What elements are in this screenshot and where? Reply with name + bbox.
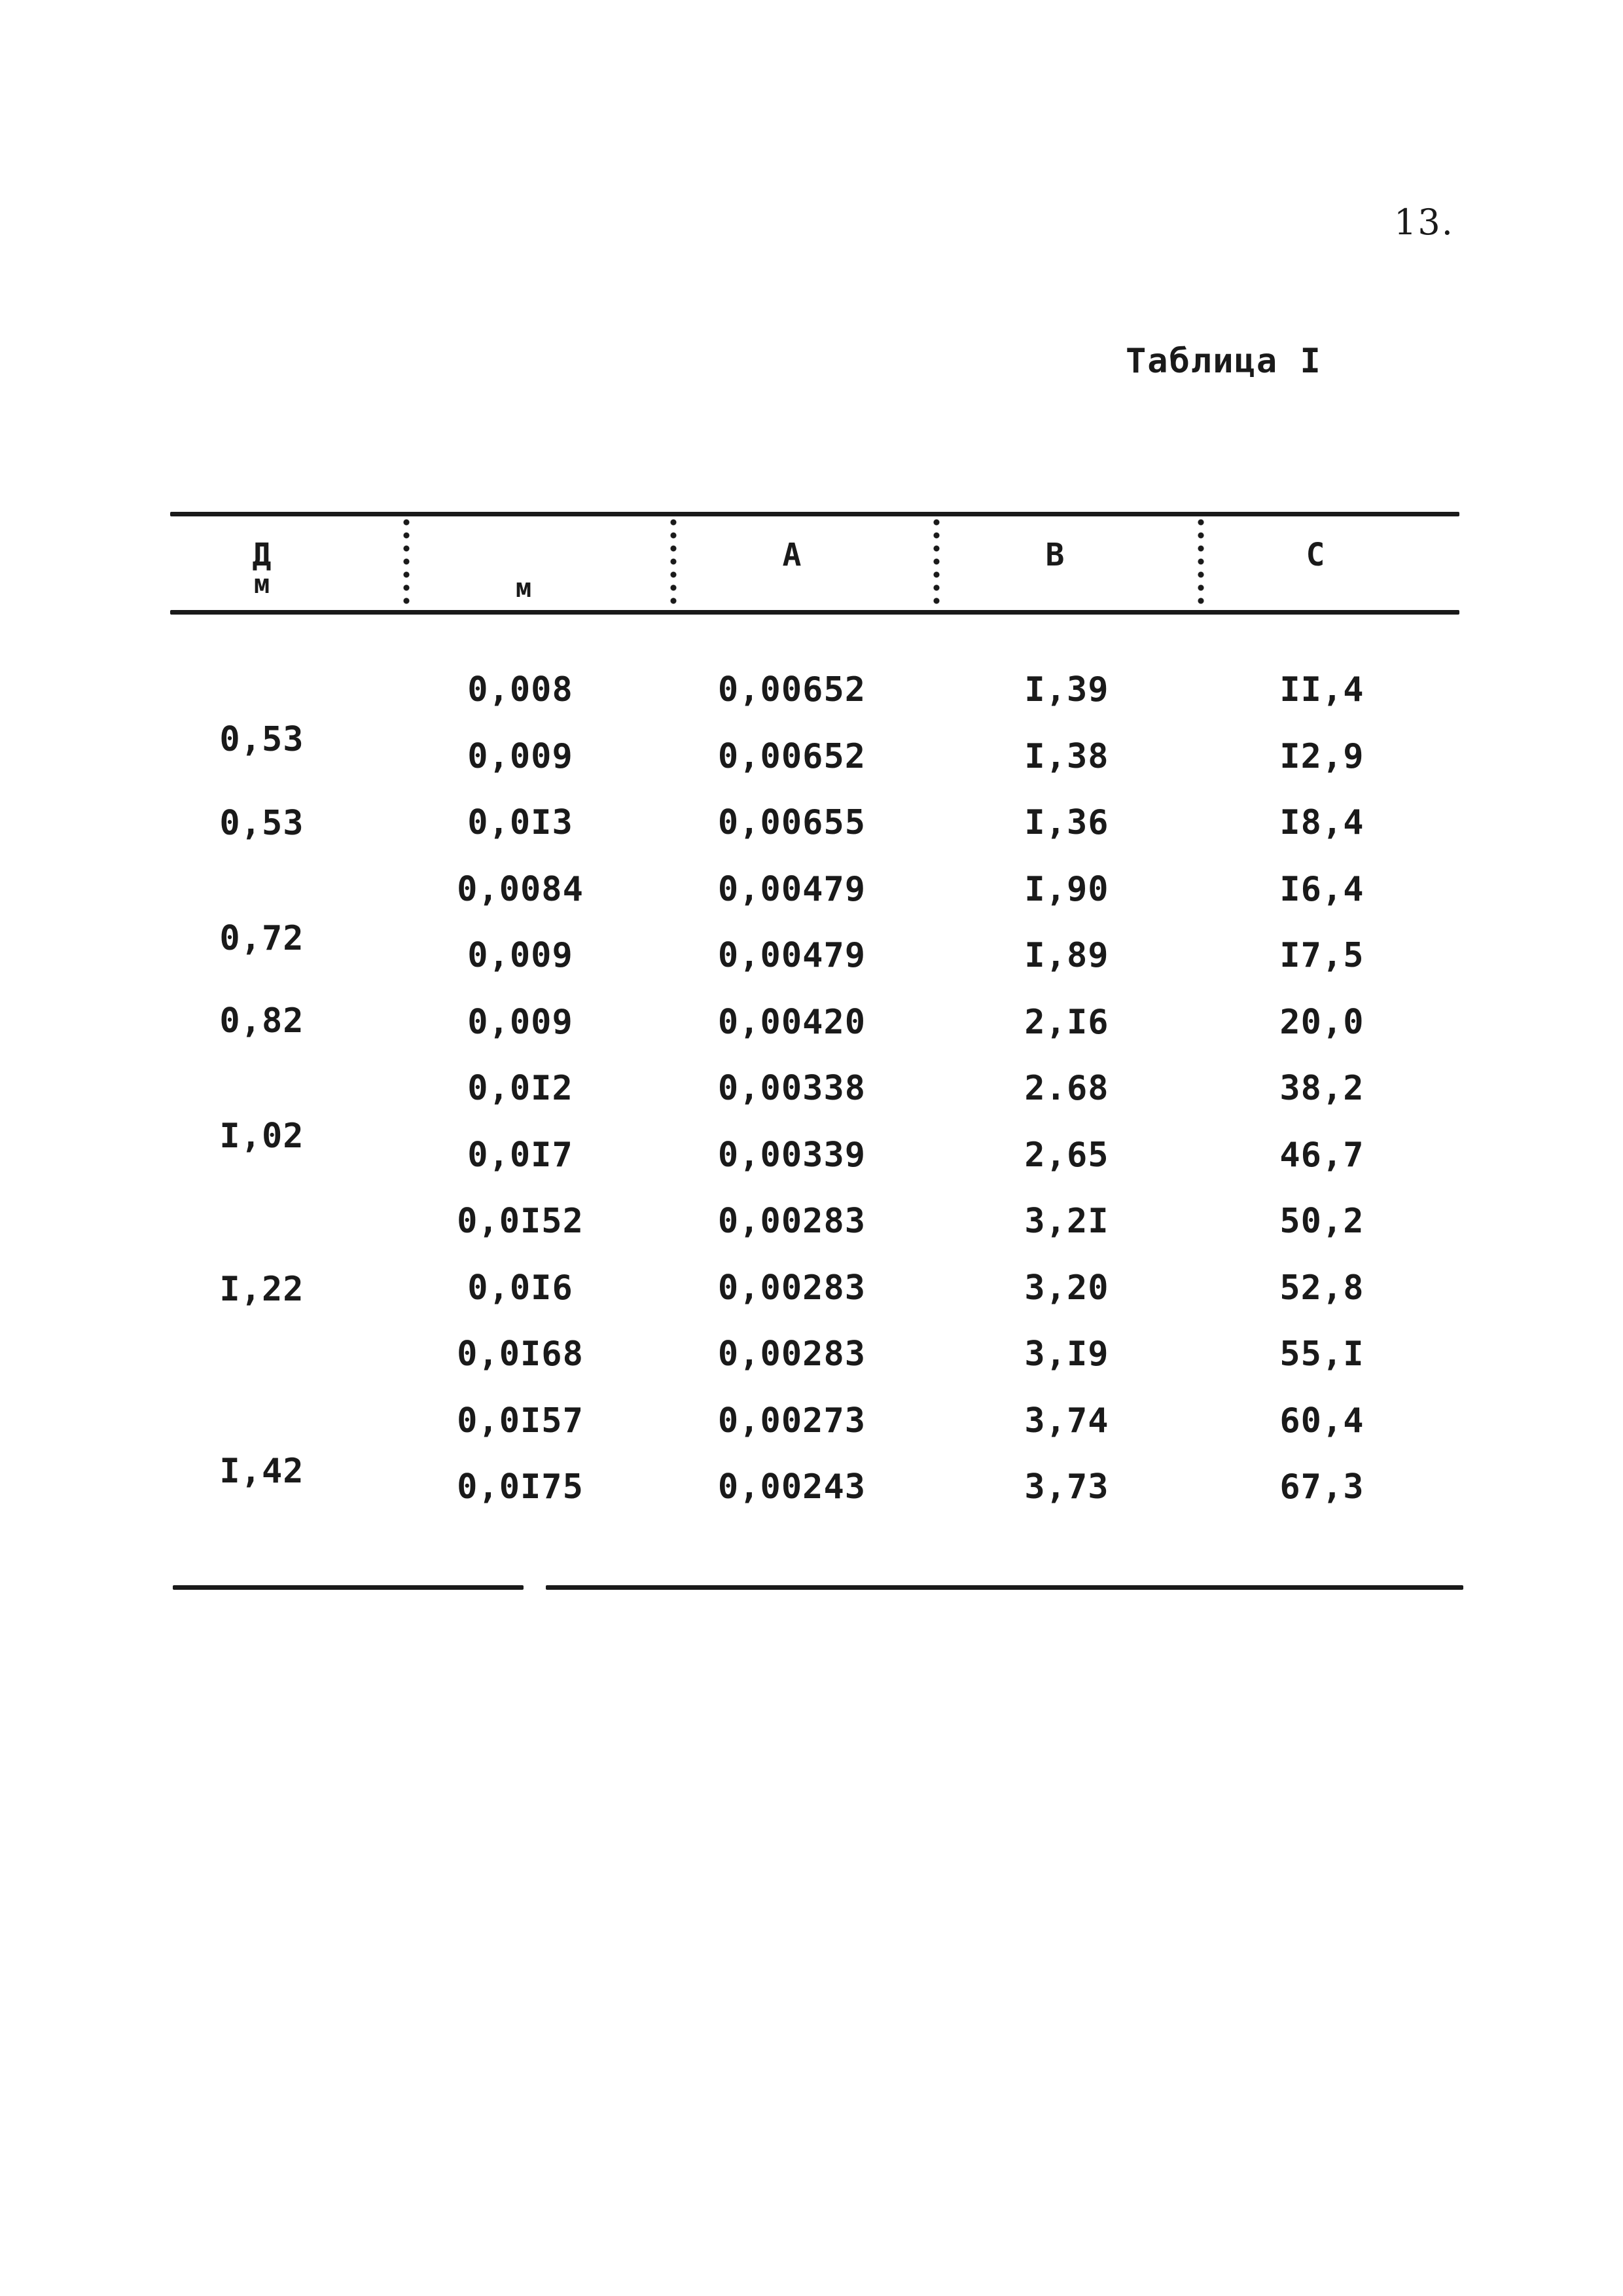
cell-a: 0,00283: [717, 1335, 866, 1374]
cell-m: 0,009: [467, 936, 573, 975]
cell-c: I6,4: [1279, 869, 1364, 909]
table-top-rule: [170, 512, 1459, 516]
cell-c: 38,2: [1279, 1069, 1364, 1108]
table-bottom-rule-right: [546, 1585, 1463, 1590]
d-value: I,22: [219, 1270, 304, 1309]
cell-b: 3,20: [1024, 1268, 1109, 1308]
cell-c: 60,4: [1279, 1401, 1364, 1441]
cell-c: 50,2: [1279, 1202, 1364, 1241]
cell-m: 0,009: [467, 736, 573, 776]
cell-m: 0,0I75: [457, 1467, 584, 1507]
cell-m: 0,0I68: [457, 1335, 584, 1374]
cell-a: 0,00420: [717, 1002, 866, 1042]
d-value: 0,72: [219, 919, 304, 958]
cell-a: 0,00652: [717, 736, 866, 776]
cell-m: 0,0084: [457, 869, 584, 909]
cell-b: 2,I6: [1024, 1002, 1109, 1042]
cell-m: 0,0I6: [467, 1268, 573, 1308]
cell-a: 0,00479: [717, 936, 866, 975]
header-a: А: [782, 537, 802, 573]
header-d: Д: [252, 537, 272, 573]
column-separator: [670, 516, 677, 613]
column-separator: [933, 516, 940, 613]
header-c: С: [1306, 537, 1325, 573]
cell-b: I,38: [1024, 736, 1109, 776]
cell-c: 46,7: [1279, 1135, 1364, 1175]
header-d-unit: м: [253, 569, 270, 600]
cell-a: 0,00479: [717, 869, 866, 909]
cell-m: 0,0I3: [467, 803, 573, 842]
column-separator: [403, 516, 410, 613]
cell-b: 3,2I: [1024, 1202, 1109, 1241]
cell-m: 0,009: [467, 1002, 573, 1042]
cell-b: I,89: [1024, 936, 1109, 975]
table-bottom-rule-left: [173, 1585, 524, 1590]
cell-b: 2,65: [1024, 1135, 1109, 1175]
cell-b: I,36: [1024, 803, 1109, 842]
cell-a: 0,00243: [717, 1467, 866, 1507]
cell-b: 2.68: [1024, 1069, 1109, 1108]
cell-m: 0,0I7: [467, 1135, 573, 1175]
d-value: I,02: [219, 1117, 304, 1156]
d-value: 0,53: [219, 720, 304, 759]
header-b: В: [1045, 537, 1065, 573]
cell-a: 0,00652: [717, 670, 866, 709]
cell-b: 3,I9: [1024, 1335, 1109, 1374]
cell-a: 0,00283: [717, 1202, 866, 1241]
cell-m: 0,0I52: [457, 1202, 584, 1241]
header-m: м: [515, 573, 532, 603]
table-header-rule: [170, 610, 1459, 615]
cell-c: I7,5: [1279, 936, 1364, 975]
cell-c: 67,3: [1279, 1467, 1364, 1507]
cell-c: 55,I: [1279, 1335, 1364, 1374]
cell-a: 0,00283: [717, 1268, 866, 1308]
cell-m: 0,0I57: [457, 1401, 584, 1441]
cell-c: I2,9: [1279, 736, 1364, 776]
cell-a: 0,00273: [717, 1401, 866, 1441]
d-value: I,42: [219, 1452, 304, 1491]
cell-c: II,4: [1279, 670, 1364, 709]
table-title: Таблица I: [1126, 342, 1322, 381]
cell-b: I,39: [1024, 670, 1109, 709]
cell-c: 20,0: [1279, 1002, 1364, 1042]
cell-b: 3,74: [1024, 1401, 1109, 1441]
cell-a: 0,00655: [717, 803, 866, 842]
cell-c: I8,4: [1279, 803, 1364, 842]
d-value: 0,53: [219, 804, 304, 843]
cell-c: 52,8: [1279, 1268, 1364, 1308]
cell-m: 0,008: [467, 670, 573, 709]
cell-b: I,90: [1024, 869, 1109, 909]
cell-a: 0,00338: [717, 1069, 866, 1108]
cell-m: 0,0I2: [467, 1069, 573, 1108]
cell-a: 0,00339: [717, 1135, 866, 1175]
page-number: 13.: [1394, 202, 1454, 243]
d-value: 0,82: [219, 1001, 304, 1041]
column-separator: [1198, 516, 1204, 613]
cell-b: 3,73: [1024, 1467, 1109, 1507]
